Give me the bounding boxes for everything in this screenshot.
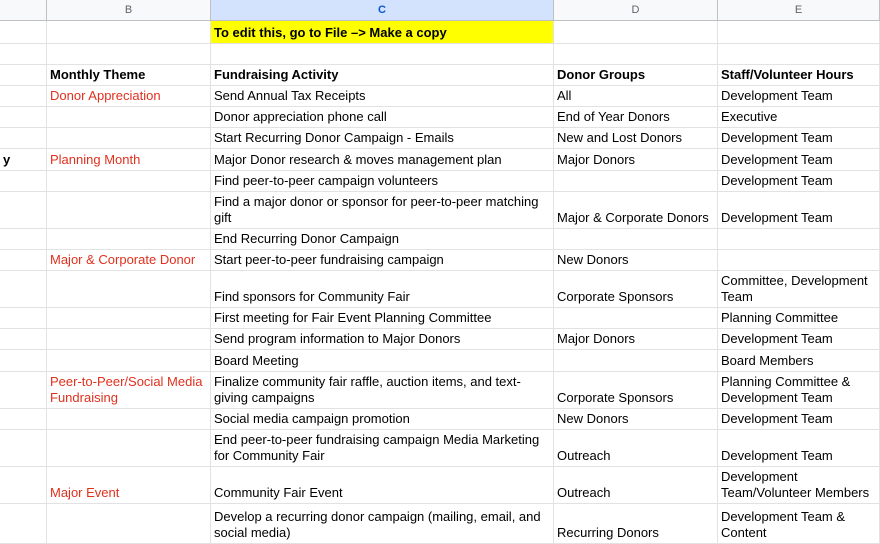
cell-b[interactable] (47, 171, 211, 192)
cell-e-text: Development Team (721, 173, 833, 188)
cell-b[interactable] (47, 308, 211, 329)
banner-cell-text: To edit this, go to File –> Make a copy (214, 25, 447, 40)
banner-cell[interactable] (211, 21, 554, 44)
cell-e-text: Development Team/Volunteer Members (721, 469, 870, 500)
cell-b[interactable] (47, 350, 211, 372)
grid-cell[interactable] (554, 21, 718, 44)
cell-e[interactable] (718, 171, 880, 192)
cell-b[interactable] (47, 86, 211, 107)
header-cell-d-text: Donor Groups (557, 67, 646, 82)
cell-a[interactable] (0, 350, 47, 372)
cell-e-text: Development Team (721, 331, 833, 346)
cell-c[interactable] (211, 329, 554, 350)
cell-b-text: Donor Appreciation (50, 88, 161, 103)
cell-d[interactable] (554, 308, 718, 329)
cell-c-text: Finalize community fair raffle, auction items, and text-giving campaigns (214, 374, 521, 405)
grid-cell[interactable] (47, 21, 211, 44)
cell-a-text: y (3, 152, 11, 167)
cell-d[interactable] (554, 149, 718, 171)
cell-b-text: Major & Corporate Donor (50, 252, 196, 267)
cell-d[interactable] (554, 372, 718, 409)
header-cell-c[interactable] (211, 65, 554, 86)
cell-d-text: Major & Corporate Donors (557, 210, 709, 225)
cell-c[interactable] (211, 372, 554, 409)
cell-b[interactable] (47, 128, 211, 149)
cell-e[interactable] (718, 107, 880, 128)
cell-d[interactable] (554, 350, 718, 372)
cell-c-text: Find a major donor or sponsor for peer-to-peer matching gift (214, 194, 539, 225)
cell-e[interactable] (718, 229, 880, 250)
cell-d-text: Outreach (557, 485, 611, 500)
cell-e[interactable] (718, 250, 880, 271)
cell-a[interactable] (0, 329, 47, 350)
cell-c-text: Find sponsors for Community Fair (214, 289, 410, 304)
cell-e[interactable] (718, 128, 880, 149)
cell-c-text: End peer-to-peer fundraising campaign Media Marketing for Community Fair (214, 432, 540, 463)
cell-c[interactable] (211, 409, 554, 430)
grid-cell[interactable] (211, 44, 554, 65)
cell-d[interactable] (554, 192, 718, 229)
cell-b[interactable] (47, 149, 211, 171)
cell-d[interactable] (554, 430, 718, 467)
cell-a[interactable] (0, 409, 47, 430)
cell-d-text: End of Year Donors (557, 109, 670, 124)
cell-e-text: Executive (721, 109, 778, 124)
cell-d-text: Outreach (557, 448, 611, 463)
cell-e-text: Development Team & Content (721, 509, 846, 540)
cell-e-text: Development Team (721, 448, 833, 463)
cell-d[interactable] (554, 467, 718, 504)
cell-e[interactable] (718, 430, 880, 467)
cell-d[interactable] (554, 229, 718, 250)
cell-a[interactable] (0, 271, 47, 308)
cell-d-text: Corporate Sponsors (557, 289, 674, 304)
cell-a[interactable] (0, 504, 47, 544)
cell-c-text: End Recurring Donor Campaign (214, 231, 399, 246)
cell-c[interactable] (211, 271, 554, 308)
cell-e-text: Board Members (721, 353, 814, 368)
cell-c-text: Send Annual Tax Receipts (214, 88, 366, 103)
cell-c[interactable] (211, 128, 554, 149)
cell-a[interactable] (0, 192, 47, 229)
cell-c[interactable] (211, 229, 554, 250)
cell-a[interactable] (0, 229, 47, 250)
cell-d[interactable] (554, 504, 718, 544)
cell-e[interactable] (718, 504, 880, 544)
column-header-e[interactable]: E (718, 0, 880, 21)
cell-a[interactable] (0, 467, 47, 504)
cell-e-text: Planning Committee (721, 310, 839, 325)
grid-cell[interactable] (0, 44, 47, 65)
cell-d-text: Major Donors (557, 152, 636, 167)
cell-d[interactable] (554, 128, 718, 149)
cell-c[interactable] (211, 107, 554, 128)
cell-c-text: Develop a recurring donor campaign (mailing, email, and social media) (214, 509, 541, 540)
cell-c-text: Donor appreciation phone call (214, 109, 387, 124)
cell-a[interactable] (0, 86, 47, 107)
cell-d[interactable] (554, 409, 718, 430)
cell-b[interactable] (47, 229, 211, 250)
cell-d[interactable] (554, 86, 718, 107)
cell-c-text: Start peer-to-peer fundraising campaign (214, 252, 444, 267)
cell-c[interactable] (211, 504, 554, 544)
cell-b[interactable] (47, 329, 211, 350)
cell-b-text: Major Event (50, 485, 120, 500)
cell-d-text: Major Donors (557, 331, 636, 346)
cell-a[interactable] (0, 308, 47, 329)
cell-e[interactable] (718, 271, 880, 308)
column-header-d[interactable]: D (554, 0, 718, 21)
header-cell-b-text: Monthly Theme (50, 67, 146, 82)
cell-c[interactable] (211, 86, 554, 107)
cell-b[interactable] (47, 250, 211, 271)
cell-e[interactable] (718, 350, 880, 372)
cell-b[interactable] (47, 430, 211, 467)
cell-d-text: New Donors (557, 252, 629, 267)
cell-c-text: Start Recurring Donor Campaign - Emails (214, 130, 454, 145)
cell-e[interactable] (718, 372, 880, 409)
cell-e[interactable] (718, 409, 880, 430)
cell-a[interactable] (0, 430, 47, 467)
cell-e-text: Development Team (721, 130, 833, 145)
column-header-b[interactable]: B (47, 0, 211, 21)
cell-b[interactable] (47, 271, 211, 308)
cell-c[interactable] (211, 350, 554, 372)
cell-d-text: New Donors (557, 411, 629, 426)
cell-d[interactable] (554, 329, 718, 350)
cell-c-text: Send program information to Major Donors (214, 331, 461, 346)
cell-e[interactable] (718, 192, 880, 229)
cell-c[interactable] (211, 192, 554, 229)
cell-b-text: Peer-to-Peer/Social Media Fundraising (50, 374, 203, 405)
header-cell-d[interactable] (554, 65, 718, 86)
cell-d-text: Recurring Donors (557, 525, 659, 540)
header-cell-e-text: Staff/Volunteer Hours (721, 67, 854, 82)
cell-c-text: Find peer-to-peer campaign volunteers (214, 173, 439, 188)
cell-b[interactable] (47, 372, 211, 409)
cell-c[interactable] (211, 171, 554, 192)
cell-b[interactable] (47, 467, 211, 504)
cell-e-text: Planning Committee & Development Team (721, 374, 851, 405)
cell-e-text: Development Team (721, 210, 833, 225)
column-header-a[interactable] (0, 0, 47, 21)
grid-cell[interactable] (554, 44, 718, 65)
cell-b-text: Planning Month (50, 152, 141, 167)
cell-a[interactable] (0, 149, 47, 171)
cell-d[interactable] (554, 250, 718, 271)
cell-c[interactable] (211, 430, 554, 467)
cell-c[interactable] (211, 250, 554, 271)
cell-b[interactable] (47, 409, 211, 430)
cell-e-text: Development Team (721, 88, 833, 103)
cell-e[interactable] (718, 86, 880, 107)
cell-e[interactable] (718, 467, 880, 504)
cell-c[interactable] (211, 467, 554, 504)
cell-c-text: Community Fair Event (214, 485, 343, 500)
cell-e-text: Development Team (721, 152, 833, 167)
cell-e-text: Development Team (721, 411, 833, 426)
cell-c-text: First meeting for Fair Event Planning Committee (214, 310, 492, 325)
cell-a[interactable] (0, 107, 47, 128)
header-cell-c-text: Fundraising Activity (214, 67, 339, 82)
header-cell-e[interactable] (718, 65, 880, 86)
cell-d[interactable] (554, 107, 718, 128)
cell-e-text: Committee, Development Team (721, 273, 868, 304)
cell-b[interactable] (47, 107, 211, 128)
cell-c[interactable] (211, 308, 554, 329)
cell-a[interactable] (0, 128, 47, 149)
cell-a[interactable] (0, 372, 47, 409)
cell-e[interactable] (718, 149, 880, 171)
cell-c-text: Major Donor research & moves management plan (214, 152, 502, 167)
cell-c[interactable] (211, 149, 554, 171)
column-header-c[interactable]: C (211, 0, 554, 21)
cell-d-text: New and Lost Donors (557, 130, 683, 145)
cell-c-text: Social media campaign promotion (214, 411, 410, 426)
cell-a[interactable] (0, 171, 47, 192)
cell-c-text: Board Meeting (214, 353, 299, 368)
cell-d[interactable] (554, 171, 718, 192)
cell-b[interactable] (47, 504, 211, 544)
cell-d-text: All (557, 88, 572, 103)
grid-cell[interactable] (718, 21, 880, 44)
cell-b[interactable] (47, 192, 211, 229)
cell-a[interactable] (0, 250, 47, 271)
grid-cell[interactable] (0, 21, 47, 44)
cell-e[interactable] (718, 329, 880, 350)
cell-d[interactable] (554, 271, 718, 308)
grid-cell[interactable] (47, 44, 211, 65)
header-cell-a[interactable] (0, 65, 47, 86)
grid-cell[interactable] (718, 44, 880, 65)
cell-e[interactable] (718, 308, 880, 329)
cell-d-text: Corporate Sponsors (557, 390, 674, 405)
header-cell-b[interactable] (47, 65, 211, 86)
